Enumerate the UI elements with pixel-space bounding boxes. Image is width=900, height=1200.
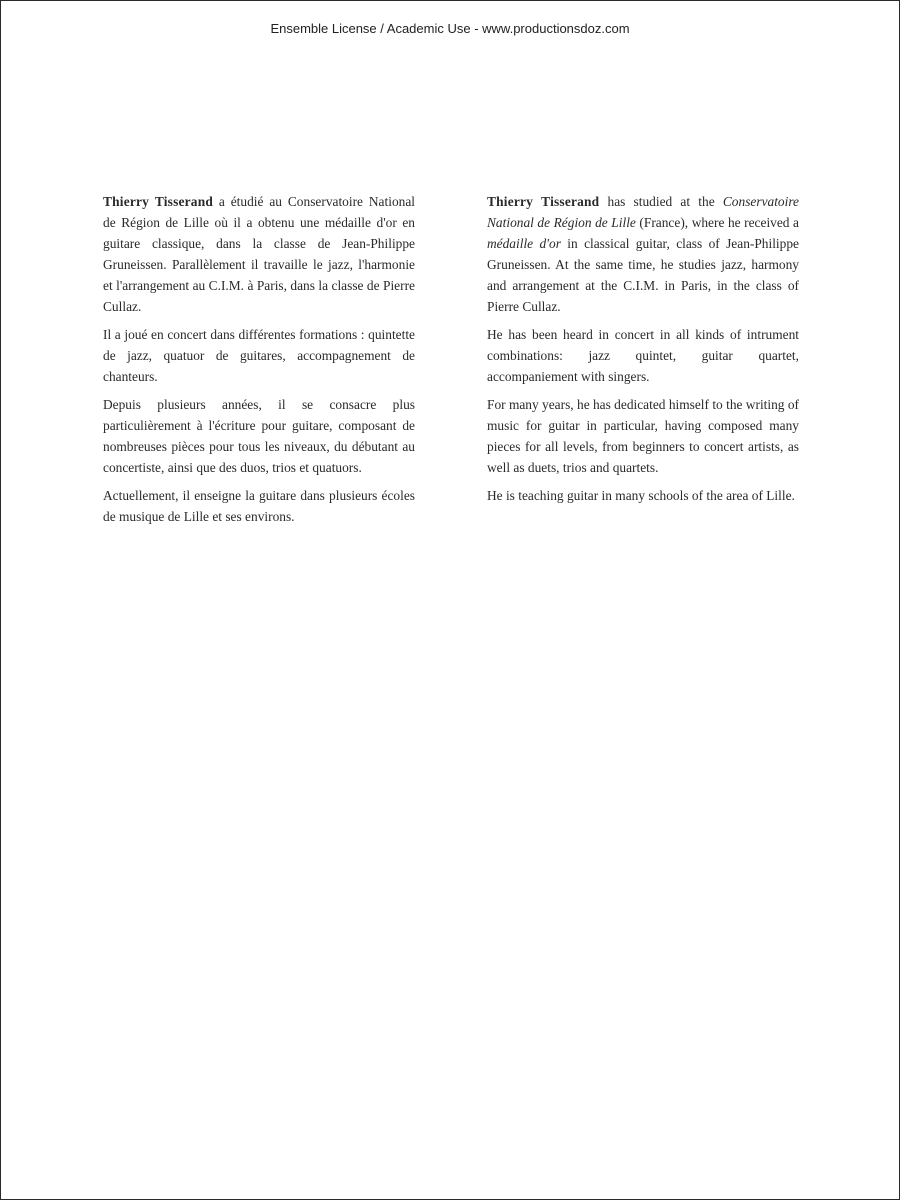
biography-english-column: [487, 191, 799, 513]
bio-en-paragraph-1-text-a: has studied at the: [599, 194, 723, 209]
bio-en-artist-name: Thierry Tisserand: [487, 194, 600, 209]
bio-en-paragraph-3: For many years, he has dedicated himself to the writing of music for guitar in particular, having composed many pieces for all levels, from beginners to concert artists, as well as duets, trios and quartets.: [487, 397, 799, 475]
bio-en-award-name: médaille d'or: [487, 236, 561, 251]
bio-fr-paragraph-1-text: a étudié au Conservatoire National de Région de Lille où il a obtenu une médaille d'or en guitare classique, dans la classe de Jean-Philippe Gruneissen. Parallèlement il travaille le jazz, l'harmonie et l'arrangement au C.I.M. à Paris, dans la classe de Pierre Cullaz.: [103, 194, 415, 314]
bio-fr-paragraph-4: Actuellement, il enseigne la guitare dans plusieurs écoles de musique de Lille et ses environs.: [103, 488, 415, 524]
license-header: Ensemble License / Academic Use - www.productionsdoz.com: [270, 21, 630, 36]
bio-fr-paragraph-1: [103, 191, 415, 317]
bio-en-paragraph-1-text-c: in classical guitar, class of Jean-Philippe Gruneissen. At the same time, he studies jazz, harmony and arrangement at the C.I.M. in Paris, in the class of Pierre Cullaz.: [487, 236, 799, 314]
bio-fr-artist-name: Thierry Tisserand: [103, 194, 213, 209]
bio-en-conservatoire-name: Conservatoire National de Région de Lille: [487, 194, 799, 230]
bio-en-paragraph-1-text-b: (France), where he received a: [635, 215, 799, 230]
bio-fr-paragraph-3: Depuis plusieurs années, il se consacre plus particulièrement à l'écriture pour guitare, composant de nombreuses pièces pour tous les niveaux, du débutant au concertiste, ainsi que des duos, trios et quatuors.: [103, 397, 415, 475]
bio-en-paragraph-2: He has been heard in concert in all kinds of intrument combinations: jazz quintet, guitar quartet, accompaniement with singers.: [487, 327, 799, 384]
bio-fr-paragraph-2: Il a joué en concert dans différentes formations : quintette de jazz, quatuor de guitares, accompagnement de chanteurs.: [103, 327, 415, 384]
bio-en-paragraph-1: [487, 191, 799, 317]
biography-french-column: [103, 191, 415, 534]
bio-en-paragraph-4: He is teaching guitar in many schools of the area of Lille.: [487, 488, 795, 503]
